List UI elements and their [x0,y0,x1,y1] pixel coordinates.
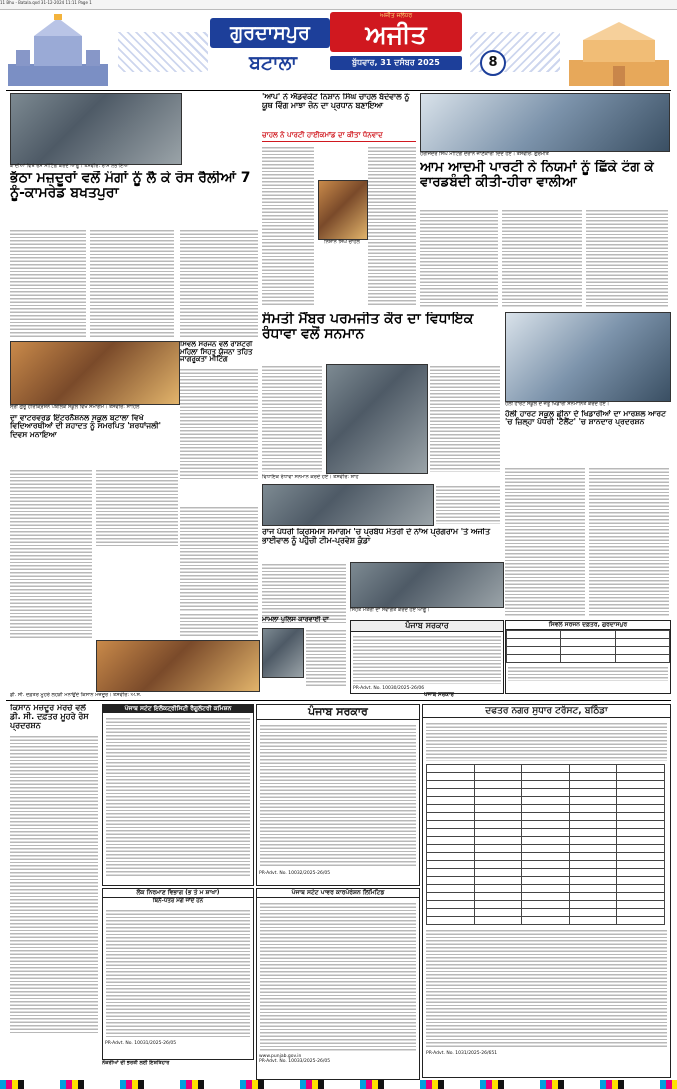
tender-table [426,764,665,925]
ad-intro [426,721,667,761]
masthead-ornament-left [118,32,208,72]
page-number-badge [480,50,506,76]
ad-title: ਸਿਵਲ ਸਰਜਨ ਦਫ਼ਤਰ, ਗੁਰਦਾਸਪੁਰ [506,621,670,630]
ad-body [106,908,250,1038]
minister-group-photo [350,562,504,608]
print-info-strip: 11 Bhu - Batala.qxd 31-12-2024 11:11 Page 1 [0,0,677,10]
headline-police-matter: ਮਾਮਲਾ ਪੁਲਿਸ ਕਾਰਵਾਈ ਦਾ [262,616,329,623]
headline-holy-heart: ਹੋਲੀ ਹਾਰਟ ਸਕੂਲ ਛੀਨਾ ਦੇ ਖਿਡਾਰੀਆਂ ਦਾ ਮਾਰਸ਼ਲ ਆਰਟ 'ਚ ਜ਼ਿਲ੍ਹਾ ਪੱਧਰੀ 'ਟੈਲੈਂਟ' 'ਚ ਸ਼ਾਨਦਾਰ ਪ੍ਰਦਰਸ਼ਨ [505,410,666,427]
masthead [0,10,677,90]
registration-strip [0,1080,677,1089]
article-body [90,228,174,338]
aap-subhead: ਚਾਹਲ ਨੇ ਪਾਰਟੀ ਹਾਈਕਮਾਂਡ ਦਾ ਕੀਤਾ ਧੰਨਵਾਦ [262,131,416,142]
article-body [502,208,582,308]
subcity-name: ਬਟਾਲਾ [249,52,297,74]
photo-caption: ਵਿਧਾਇਕ ਰੰਧਾਵਾ ਸਨਮਾਨ ਕਰਦੇ ਹੋਏ। ਤਸਵੀਰ: ਸ਼ਾਹ [262,474,359,480]
article-body [306,628,346,688]
pwd-ad [102,888,254,1060]
headline-aap-chahal: 'ਆਪ' ਨੇ ਐਡਵੋਕੇਟ ਨਿਸ਼ਾਨ ਸਿੰਘ ਚਾਹਲ ਬੱਦੋਵਾਲ ਨੂੰ ਯੂਥ ਵਿੰਗ ਮਾਝਾ ਜ਼ੋਨ ਦਾ ਪ੍ਰਧਾਨ ਬਣਾਇਆ [262,93,410,110]
portrait-caption: ਨਿਸ਼ਾਨ ਸਿੰਘ ਚਾਹਲ [324,239,360,245]
school-ceremony-photo [10,341,180,405]
ad-title: ਪੰਜਾਬ ਸਟੇਟ ਪਾਵਰ ਕਾਰਪੋਰੇਸ਼ਨ ਲਿਮਿਟਿਡ [257,889,419,898]
photo-caption: ਹੋਲੀ ਹਾਰਟ ਸਕੂਲ ਦੇ ਜੇਤੂ ਖਿਡਾਰੀ ਸਨਮਾਨਿਤ ਕਰਦੇ ਹੋਏ। [505,401,610,407]
issue-date: ਬੁੱਧਵਾਰ, 31 ਦਸੰਬਰ 2025 [352,58,440,67]
article-body [262,145,314,307]
article-body [180,612,258,638]
power-corporation-ad [256,888,420,1080]
article-body [262,562,346,624]
article-body [420,208,498,308]
headline-sammati-member: ਸੰਮਤੀ ਮੈਂਬਰ ਪਰਮਜੀਤ ਕੌਰ ਦਾ ਵਿਧਾਇਕ ਰੰਧਾਵਾ ਵਲੋਂ ਸਨਮਾਨ [262,312,474,343]
headline-kisan-morcha: ਕਿਸਾਨ ਮਜ਼ਦੂਰ ਮੋਰਚੇ ਵਲੋਂ ਡੀ. ਸੀ. ਦਫ਼ਤਰ ਮੂਹਰੇ ਰੋਸ ਪ੍ਰਦਰਸ਼ਨ [10,704,89,730]
article-body [586,208,668,308]
holy-heart-players-photo [505,312,671,402]
kisan-morcha-story [10,704,98,1074]
photo-caption: ਡੀ. ਸੀ. ਦਫ਼ਤਰ ਮੂਹਰੇ ਲੋਹੜੀ ਮਨਾਉਂਦੇ ਕਿਸਾਨ ਮਜ਼ਦੂਰ। ਤਸਵੀਰ: ਅ.ਸ. [10,692,142,698]
civil-surgeon-ad [505,620,671,694]
headline-waterword-school: ਦਾ ਵਾਟਰਵਰਡ ਇੰਟਰਨੈਸ਼ਨਲ ਸਕੂਲ ਬਟਾਲਾ ਵਿਖੇ ਵਿਦਿਆਰਥੀਆਂ ਦੀ ਸ਼ਹਾਦਤ ਨੂੰ ਸਮਰਪਿਤ 'ਸ਼ਰਧਾਂਜਲੀ' ਦਿਵਸ ਮਨਾਇਆ [10,414,161,439]
lohri-protest-photo [96,640,260,692]
ad-title: ਲੋਕ ਨਿਰਮਾਣ ਵਿਭਾਗ (ਭ ਤੇ ਮ ਸ਼ਾਖਾ) [103,889,253,898]
article-body [368,145,416,307]
article-body [262,364,322,472]
masthead-divider [6,90,671,91]
article-body [10,734,98,1034]
recruitment-ad-label: ਨੌਕਰੀਆਂ ਦੀ ਭਰਤੀ ਲਈ ਇਸ਼ਤਿਹਾਰ [102,1060,170,1066]
headline-bhatta-mazdoor: ਭੱਠਾ ਮਜ਼ਦੂਰਾਂ ਵਲੋਂ ਮੰਗਾਂ ਨੂੰ ਲੈ ਕੇ ਰੋਸ ਰੈਲੀਆਂ 7 ਨੂੰ-ਕਾਮਰੇਡ ਬਖਤਪੁਰਾ [10,171,251,202]
aap-story-headline-box [262,93,416,129]
pr-number: PR-Advt. No. 10032/2025-26/05 [259,871,331,876]
pr-number: PR-Advt. No. 10030/2025-26/06 [353,686,425,691]
city-banner [210,18,330,48]
article-body [589,466,669,616]
article-body [10,468,92,638]
minister-welcome-photo [262,484,434,526]
ad-body [260,723,416,868]
brick-kiln-meeting-photo [10,93,182,165]
ad-body [353,634,501,684]
subcity-banner [218,50,328,76]
punjab-sarkar-ad-1 [350,620,504,694]
photo-caption: ਕਾਦੀਆਂ ਵਿਖੇ ਰੋਸ ਮੀਟਿੰਗ ਕਰਦੇ ਆਗੂ। ਤਸਵੀਰ: ਰਾਮ ਲਭਾਇਆ [10,163,129,169]
randhawa-honour-photo [326,364,428,474]
headline-aap-wardbandi: ਆਮ ਆਦਮੀ ਪਾਰਟੀ ਨੇ ਨਿਯਮਾਂ ਨੂੰ ਛਿੱਕੇ ਟੰਗ ਕੇ ਵਾਰਡਬੰਦੀ ਕੀਤੀ-ਹੀਰਾ ਵਾਲੀਆ [420,160,654,190]
regulatory-commission-ad [102,704,254,886]
nagar-sudhar-trust-ad [422,704,671,1078]
punjab-sarkar-ad-2 [256,704,420,886]
portrait-photo [262,628,304,678]
photo-caption: ਹਰਜਿੰਦਰ ਸਿੰਘ ਮੀਟਿੰਗ ਦੌਰਾਨ ਜਾਣਕਾਰੀ ਦਿੰਦੇ ਹੋਏ। ਤਸਵੀਰ: ਗੁਰਮੀਤ [420,151,549,157]
ad-body [508,665,668,681]
article-body [180,367,258,479]
chahal-portrait-photo [318,180,368,240]
pr-number: PR-Advt. No. 1031/2025-26/651 [426,1051,498,1056]
paper-tag: ਅਜੀਤ ਜਲੰਧਰ [379,12,413,19]
city-name: ਗੁਰਦਾਸਪੁਰ [230,22,310,44]
ads-divider [6,700,671,701]
ad-website: www.punjab.gov.in [259,1054,302,1059]
pr-number: PR-Advt. No. 10033/2025-26/05 [259,1059,331,1064]
article-body [96,468,178,548]
ad-title: ਪੰਜਾਬ ਸਟੇਟ ਇਲੈਕਟ੍ਰੀਸਿਟੀ ਰੈਗੂਲੇਟਰੀ ਕਮਿਸ਼ਨ [103,705,253,713]
headline-christmas-programme: ਰਾਜ ਪੱਧਰੀ ਕ੍ਰਿਸਮਸ ਸਮਾਗਮ 'ਚ ਪ੍ਰਬੰਧ ਮੰਤਰੀ ਦੇ ਨਾਂਅ ਪ੍ਰੋਗਰਾਮ 'ਤੇ ਅਜੀਤ ਭਾਈਵਾਲ ਨੂੰ ਪਹੁੰਚੀ ਟੀਮ-ਪ੍ਰਵੇਸ਼ ਕੁੰਡਾ [262,528,490,545]
date-banner [330,56,462,70]
ad-title: ਦਫਤਰ ਨਗਰ ਸੁਧਾਰ ਟਰੱਸਟ, ਬਠਿੰਡਾ [423,705,670,718]
article-body [436,484,500,524]
article-body [430,364,500,472]
ad-body [260,901,416,1051]
photo-caption: ਸਿਹਤ ਮੰਤਰੀ ਦਾ ਸਵਾਗਤ ਕਰਦੇ ਹੋਏ ਆਗੂ। [350,607,430,613]
punjab-sarkar-label-3: ਪੰਜਾਬ ਸਰਕਾਰ [424,692,454,698]
paper-banner [330,12,462,52]
side-story-box [180,341,258,501]
photo-caption: ਸ੍ਰੀ ਗੁਰੂ ਹਰਿਕ੍ਰਿਸ਼ਨ ਪਬਲਿਕ ਸਕੂਲ ਵਿਖੇ ਸਮਾਗਮ। ਤਸਵੀਰ: ਸਾਹਿਲ [10,404,140,410]
headline-civil-surgeon: ਸਿਵਲ ਸਰਜਨ ਵਲੋਂ ਰਾਸ਼ਟਰੀ ਮਹਿਲਾ ਸਿਹਤ ਯੋਜਨਾ ਤਹਿਤ ਜਾਗਰੂਕਤਾ ਮੀਟਿੰਗ [180,341,253,364]
ad-subtitle: ਬਿਨੈ-ਪੱਤਰ ਮੰਗੇ ਜਾਂਦੇ ਹਨ [152,898,204,904]
ad-body [426,928,667,1048]
paper-name: ਅਜੀਤ [365,20,427,49]
article-body [180,228,258,338]
aap-meeting-photo [420,93,670,152]
ad-title: ਪੰਜਾਬ ਸਰਕਾਰ [351,621,503,632]
ad-table [506,630,670,663]
article-body [505,466,585,616]
fort-illustration [565,14,673,88]
ad-body [106,716,250,876]
article-body [10,228,86,338]
pr-number: PR-Advt. No. 10031/2025-26/05 [105,1041,177,1046]
ad-title: ਪੰਜਾਬ ਸਰਕਾਰ [257,705,419,720]
temple-illustration [4,14,112,88]
page-number: 8 [488,55,498,70]
